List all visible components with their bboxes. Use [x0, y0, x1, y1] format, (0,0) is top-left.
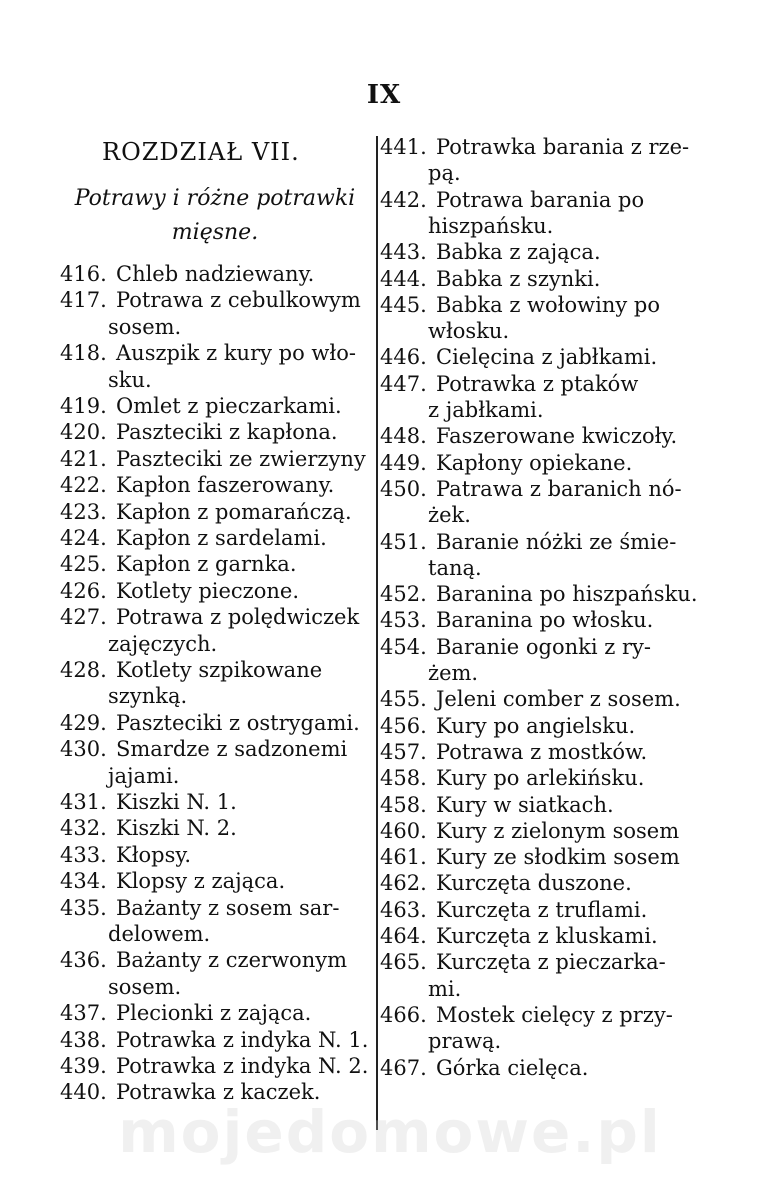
recipe-number: 446.: [380, 345, 427, 370]
recipe-number: 438.: [60, 1027, 107, 1052]
recipe-title: Babka z wołowiny po: [436, 292, 660, 317]
recipe-entry: [380, 1003, 673, 1027]
recipe-title: Paszteciki z kapłona.: [116, 420, 338, 445]
recipe-entry: [380, 898, 647, 922]
recipe-title: Bażanty z sosem sar-: [116, 895, 340, 920]
recipe-entry: [60, 288, 361, 312]
recipe-title: Baranie ogonki z ry-: [436, 634, 651, 659]
recipe-entry: [60, 1028, 368, 1052]
recipe-number: 461.: [380, 845, 427, 870]
recipe-number: 421.: [60, 446, 107, 471]
recipe-title-continuation: z jabłkami.: [428, 398, 544, 422]
recipe-number: 428.: [60, 658, 107, 682]
recipe-title-continuation: taną.: [428, 555, 482, 580]
recipe-number: 435.: [60, 895, 107, 920]
recipe-entry: [60, 790, 237, 814]
recipe-number: 416.: [60, 262, 107, 286]
recipe-entry: [380, 582, 698, 606]
recipe-title: Kłopsy.: [116, 842, 192, 867]
recipe-number: 419.: [60, 394, 107, 418]
recipe-number: 422.: [60, 473, 107, 498]
recipe-title: Patrawa z baranich nó-: [436, 476, 682, 501]
recipe-title: Kurczęta z truflami.: [436, 897, 648, 922]
recipe-title-continuation: delowem.: [108, 922, 211, 946]
recipe-title: Omlet z pieczarkami.: [116, 394, 342, 418]
column-divider: [376, 136, 378, 1130]
recipe-entry: [380, 530, 676, 554]
recipe-title: Bażanty z czerwonym: [116, 948, 347, 973]
recipe-title: Potrawa barania po: [436, 187, 645, 212]
recipe-entry: [60, 420, 338, 444]
recipe-entry: [380, 267, 600, 291]
recipe-entry: [60, 948, 347, 972]
recipe-number: 451.: [380, 529, 427, 554]
recipe-entry: [60, 500, 352, 524]
recipe-number: 432.: [60, 816, 107, 841]
recipe-entry: [380, 845, 680, 869]
recipe-title: Potrawa z cebulkowym: [116, 288, 361, 313]
recipe-entry: [60, 711, 360, 735]
recipe-entry: [60, 262, 314, 286]
recipe-title: Kury w siatkach.: [436, 792, 614, 817]
recipe-entry: [380, 793, 614, 817]
recipe-entry: [380, 608, 653, 632]
recipe-title: Kapłon z garnka.: [116, 552, 297, 577]
recipe-title: Kury po arlekińsku.: [436, 766, 645, 791]
recipe-title: Kotlety szpikowane: [116, 658, 323, 682]
recipe-number: 434.: [60, 869, 107, 894]
recipe-number: 426.: [60, 578, 107, 603]
recipe-title-continuation: sosem.: [108, 314, 182, 339]
recipe-number: 460.: [380, 818, 427, 843]
recipe-entry: [60, 341, 356, 365]
recipe-entry: [60, 843, 191, 867]
recipe-title-continuation: sosem.: [108, 974, 182, 999]
recipe-title-continuation: żem.: [428, 661, 479, 685]
recipe-title: Kury z zielonym sosem: [436, 818, 680, 843]
recipe-entry: [60, 447, 366, 471]
recipe-title: Plecionki z zająca.: [116, 1001, 312, 1026]
recipe-entry: [380, 740, 647, 764]
recipe-entry: [60, 737, 347, 761]
recipe-title: Kurczęta z pieczarka-: [436, 950, 666, 975]
recipe-title: Auszpik z kury po wło-: [116, 341, 356, 366]
recipe-title: Potrawka z indyka N. 1.: [116, 1027, 369, 1052]
recipe-title: Kiszki N. 2.: [116, 816, 237, 841]
recipe-entry: [60, 605, 359, 629]
recipe-title: Baranie nóżki ze śmie-: [436, 529, 677, 554]
recipe-title: Kapłony opiekane.: [436, 450, 633, 475]
recipe-entry: [380, 714, 635, 738]
recipe-number: 449.: [380, 450, 427, 475]
recipe-number: 425.: [60, 552, 107, 577]
recipe-title: Kury ze słodkim sosem: [436, 845, 680, 870]
recipe-number: 439.: [60, 1054, 107, 1078]
recipe-number: 455.: [380, 687, 427, 712]
recipe-number: 436.: [60, 948, 107, 973]
recipe-title-continuation: hiszpańsku.: [428, 213, 554, 238]
page-number: IX: [366, 80, 402, 110]
recipe-number: 430.: [60, 737, 107, 762]
chapter-subtitle-line-1: Potrawy i różne potrawki: [74, 186, 356, 211]
recipe-number: 427.: [60, 605, 107, 630]
recipe-title: Potrawka z ptaków: [436, 371, 639, 396]
recipe-number: 454.: [380, 634, 427, 659]
recipe-entry: [380, 766, 644, 790]
recipe-number: 445.: [380, 292, 427, 317]
recipe-entry: [60, 579, 299, 603]
recipe-number: 458.: [380, 792, 427, 817]
recipe-entry: [60, 473, 334, 497]
recipe-number: 447.: [380, 371, 427, 396]
recipe-number: 437.: [60, 1001, 107, 1026]
recipe-entry: [380, 345, 657, 369]
recipe-entry: [380, 871, 632, 895]
recipe-entry: [380, 1056, 588, 1080]
recipe-number: 448.: [380, 424, 427, 449]
recipe-entry: [380, 477, 682, 501]
recipe-entry: [380, 188, 644, 212]
recipe-title: Potrawka barania z rze-: [436, 135, 690, 159]
recipe-entry: [60, 552, 297, 576]
recipe-number: 441.: [380, 135, 427, 159]
recipe-number: 431.: [60, 790, 107, 814]
recipe-entry: [60, 816, 237, 840]
recipe-title: Smardze z sadzonemi: [116, 737, 348, 762]
recipe-title: Potrawa z polędwiczek: [116, 605, 360, 630]
recipe-title-continuation: włosku.: [428, 319, 510, 344]
recipe-entry: [380, 372, 638, 396]
recipe-title: Jeleni comber z sosem.: [436, 687, 681, 712]
recipe-number: 465.: [380, 950, 427, 975]
recipe-entry: [380, 950, 666, 974]
recipe-entry: [60, 1001, 311, 1025]
recipe-title: Babka z zająca.: [436, 240, 601, 265]
recipe-entry: [60, 869, 285, 893]
recipe-entry: [60, 526, 327, 550]
recipe-number: 443.: [380, 240, 427, 265]
recipe-title: Babka z szynki.: [436, 266, 601, 291]
recipe-title-continuation: zajęczych.: [108, 631, 218, 656]
recipe-title: Baranina po włosku.: [436, 608, 654, 633]
recipe-title-continuation: szynką.: [108, 684, 188, 709]
recipe-title: Kotlety pieczone.: [116, 578, 300, 603]
recipe-number: 463.: [380, 897, 427, 922]
recipe-entry: [60, 896, 339, 920]
recipe-number: 467.: [380, 1055, 427, 1080]
recipe-number: 423.: [60, 499, 107, 524]
recipe-number: 444.: [380, 266, 427, 291]
chapter-title: ROZDZIAŁ VII.: [102, 138, 300, 166]
recipe-entry: [380, 240, 601, 264]
recipe-number: 466.: [380, 1002, 427, 1027]
recipe-entry: [60, 1054, 368, 1078]
recipe-title: Kapłon z pomarańczą.: [116, 499, 352, 524]
recipe-entry: [60, 658, 322, 682]
recipe-entry: [380, 293, 660, 317]
recipe-number: 429.: [60, 710, 107, 735]
recipe-entry: [380, 451, 632, 475]
recipe-title: Potrawka z indyka N. 2.: [116, 1054, 369, 1078]
recipe-number: 424.: [60, 526, 107, 550]
recipe-number: 456.: [380, 713, 427, 738]
recipe-title: Paszteciki ze zwierzyny: [116, 446, 366, 471]
recipe-title-continuation: żek.: [428, 503, 471, 528]
recipe-title: Cielęcina z jabłkami.: [436, 345, 658, 370]
recipe-number: 462.: [380, 871, 427, 896]
recipe-title: Potrawa z mostków.: [436, 739, 648, 764]
recipe-title-continuation: pą.: [428, 161, 461, 186]
recipe-title: Kiszki N. 1.: [116, 790, 237, 814]
recipe-title-continuation: jajami.: [108, 763, 180, 788]
recipe-title: Kapłon z sardelami.: [116, 526, 327, 550]
recipe-number: 440.: [60, 1080, 107, 1105]
recipe-number: 418.: [60, 341, 107, 366]
recipe-number: 457.: [380, 739, 427, 764]
recipe-number: 453.: [380, 608, 427, 633]
recipe-title: Kury po angielsku.: [436, 713, 636, 738]
recipe-number: 450.: [380, 476, 427, 501]
recipe-title: Potrawka z kaczek.: [116, 1080, 321, 1105]
recipe-title: Chleb nadziewany.: [116, 262, 315, 286]
recipe-number: 417.: [60, 288, 107, 313]
recipe-title: Paszteciki z ostrygami.: [116, 710, 360, 735]
recipe-entry: [380, 635, 651, 659]
recipe-title: Mostek cielęcy z przy-: [436, 1002, 673, 1027]
recipe-entry: [380, 687, 681, 711]
recipe-title-continuation: prawą.: [428, 1029, 502, 1054]
chapter-subtitle-line-2: mięsne.: [171, 220, 259, 245]
recipe-entry: [380, 424, 677, 448]
recipe-title: Klopsy z zająca.: [116, 869, 286, 894]
recipe-title-continuation: sku.: [108, 367, 152, 392]
watermark: mojedomowe.pl: [118, 1098, 662, 1166]
recipe-title: Kurczęta z kluskami.: [436, 924, 658, 948]
recipe-title: Kapłon faszerowany.: [116, 473, 335, 498]
recipe-title: Faszerowane kwiczoły.: [436, 424, 678, 449]
recipe-entry: [60, 394, 342, 418]
recipe-number: 464.: [380, 924, 427, 948]
recipe-title-continuation: mi.: [428, 976, 462, 1001]
recipe-number: 458.: [380, 766, 427, 791]
recipe-entry: [380, 135, 689, 159]
recipe-number: 420.: [60, 420, 107, 445]
recipe-number: 442.: [380, 187, 427, 212]
recipe-number: 433.: [60, 842, 107, 867]
recipe-title: Kurczęta duszone.: [436, 871, 632, 896]
recipe-entry: [380, 819, 679, 843]
recipe-title: Górka cielęca.: [436, 1055, 589, 1080]
recipe-entry: [380, 924, 658, 948]
recipe-title: Baranina po hiszpańsku.: [436, 582, 698, 607]
recipe-number: 452.: [380, 582, 427, 607]
